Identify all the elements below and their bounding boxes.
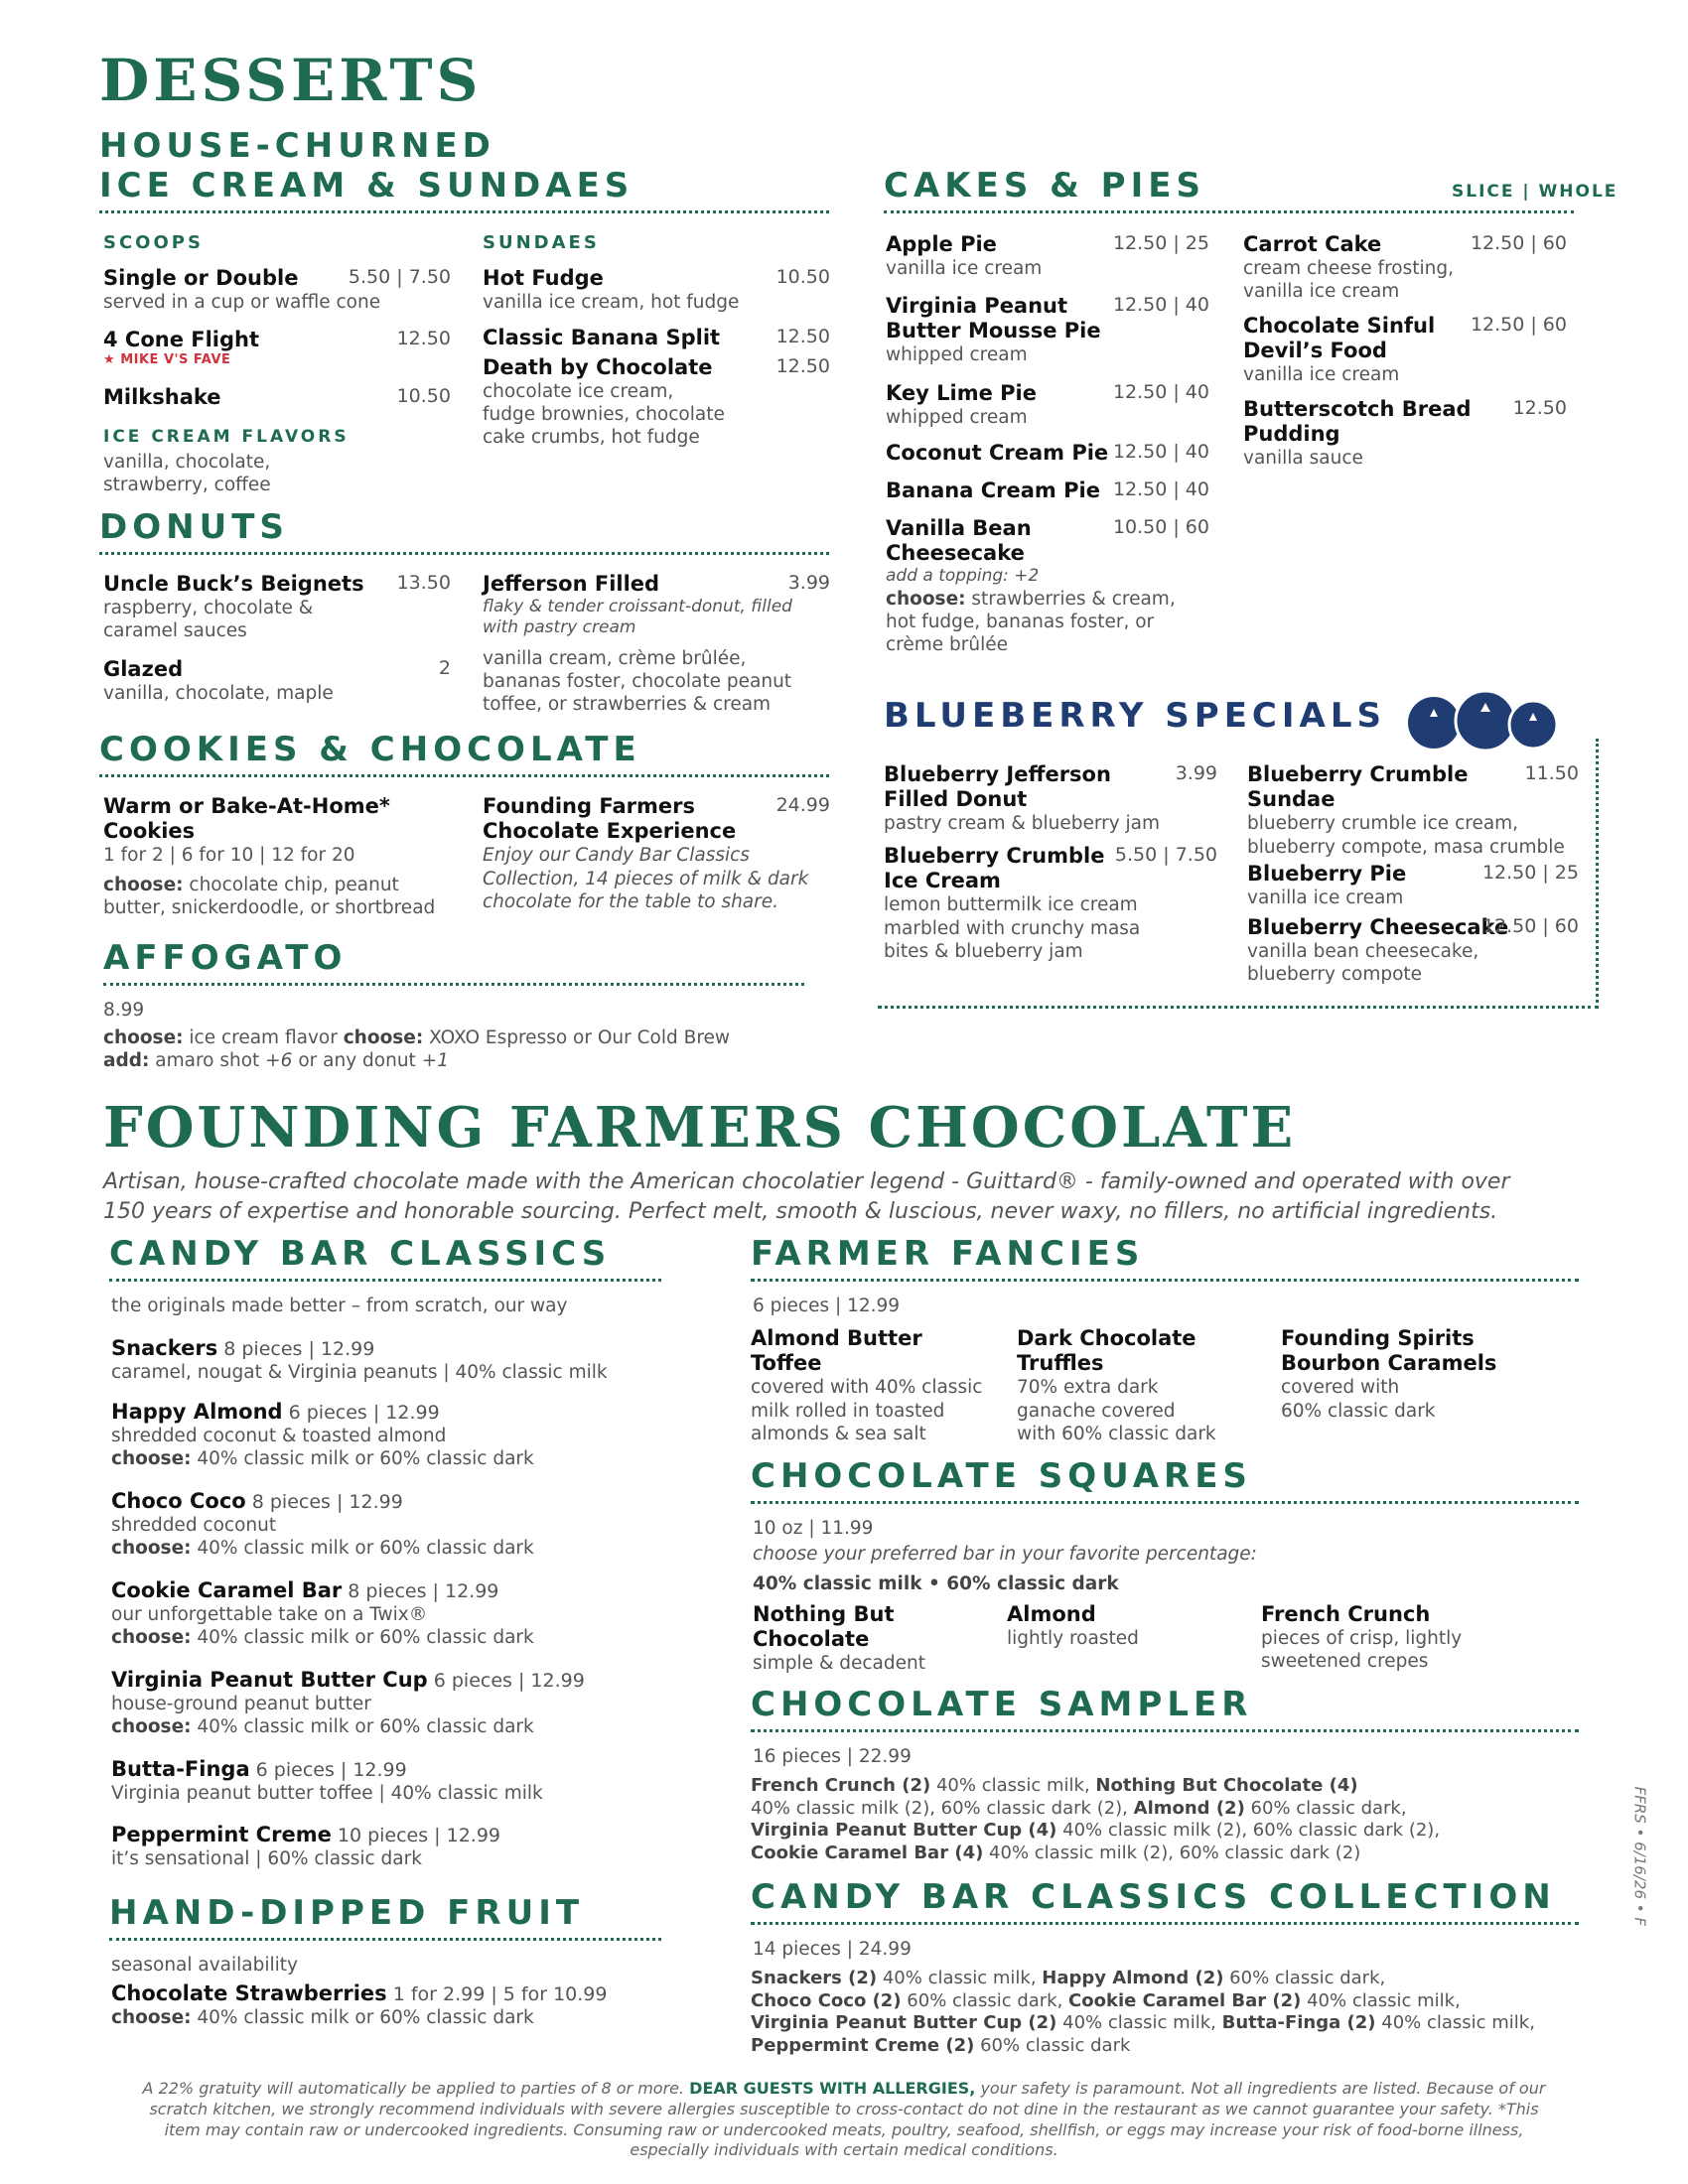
candy-item-peppermint-creme: Peppermint Creme 10 pieces | 12.99 it’s sensational | 60% classic dark [111,1823,501,1870]
collection-intro: 14 pieces | 24.99 [753,1939,912,1960]
affogato-title: AFFOGATO [103,938,348,978]
cookies-rule [99,774,829,777]
donuts-title: DONUTS [99,507,289,547]
menu-item-jefferson-filled: Jefferson Filled 3.99 flaky & tender croissant-donut, filled with pastry cream vanilla cream, crème brûlée, bananas foster, chocolate peanut toffee, or strawberries & cream [483,572,830,715]
icecream-rule [99,210,829,213]
squares-title: CHOCOLATE SQUARES [751,1456,1252,1496]
fancy-item-bourbon-caramels: Founding Spirits Bourbon Caramels covered with 60% classic dark [1281,1326,1497,1422]
collection-title: CANDY BAR CLASSICS COLLECTION [751,1877,1556,1917]
menu-item-cone-flight: 4 Cone Flight 12.50 ★ MIKE V'S FAVE [103,328,451,368]
squares-note: choose your preferred bar in your favorite percentage: [753,1544,1257,1565]
flavors-list: vanilla, chocolate, strawberry, coffee [103,452,271,496]
menu-item-glazed: Glazed 2 vanilla, chocolate, maple [103,657,451,705]
fancies-intro: 6 pieces | 12.99 [753,1296,901,1316]
collection-contents: Snackers (2) 40% classic milk, Happy Almond (2) 60% classic dark, Choco Coco (2) 60% classic dark, Cookie Caramel Bar (2) 40% classic milk, Virginia Peanut Butter Cup (2) 40% classic milk, Butta-Finga (2) 40% classic milk, Peppermint Creme (2) 60% classic dark [751,1968,1535,2056]
sampler-rule [751,1729,1579,1732]
cookies-title: COOKIES & CHOCOLATE [99,730,641,769]
fancy-item-dark-truffles: Dark Chocolate Truffles 70% extra dark ganache covered with 60% classic dark [1017,1326,1216,1444]
menu-item-banana-cream-pie: Banana Cream Pie 12.50 | 40 [886,478,1209,502]
slice-whole-label: SLICE | WHOLE [1452,182,1618,202]
sundaes-label: SUNDAES [483,232,600,253]
menu-item-beignets: Uncle Buck’s Beignets 13.50 raspberry, chocolate & caramel sauces [103,572,451,642]
fancy-item-almond-toffee: Almond Butter Toffee covered with 40% classic milk rolled in toasted almonds & sea salt [751,1326,983,1444]
candy-item-happy-almond: Happy Almond 6 pieces | 12.99 shredded coconut & toasted almond choose: 40% classic milk or 60% classic dark [111,1400,534,1470]
menu-item-key-lime-pie: Key Lime Pie 12.50 | 40 whipped cream [886,381,1209,429]
icecream-title-2: ICE CREAM & SUNDAES [99,166,634,205]
collection-rule [751,1922,1579,1925]
cakes-title: CAKES & PIES [884,166,1205,205]
squares-options: 40% classic milk • 60% classic dark [753,1573,1119,1594]
sampler-intro: 16 pieces | 22.99 [753,1746,912,1767]
menu-item-apple-pie: Apple Pie 12.50 | 25 vanilla ice cream [886,232,1209,280]
menu-item-blueberry-jefferson: Blueberry Jefferson 3.99 Filled Donut pastry cream & blueberry jam [884,762,1217,835]
square-item-nothing-but: Nothing But Chocolate simple & decadent [753,1602,925,1675]
menu-item-hot-fudge: Hot Fudge 10.50 vanilla ice cream, hot fudge [483,266,830,314]
menu-item-butterscotch-pudding: Butterscotch Bread 12.50 Pudding vanilla sauce [1243,397,1567,470]
chocolate-intro: Artisan, house-crafted chocolate made with the American chocolatier legend - Guittard® - family-owned and operated with over 150 years of expertise and honorable sourcing. Perfect melt, smooth & luscious, never waxy, no fillers, no artificial ingredients. [103,1169,1510,1224]
chocolate-title: FOUNDING FARMERS CHOCOLATE [103,1095,1297,1160]
blueberry-title: BLUEBERRY SPECIALS [884,696,1387,736]
menu-code: FFRS • 6/16/26 • F [1630,1786,1648,1926]
menu-item-banana-split: Classic Banana Split 12.50 [483,326,830,349]
squares-intro: 10 oz | 11.99 [753,1518,874,1539]
menu-item-carrot-cake: Carrot Cake 12.50 | 60 cream cheese frosting, vanilla ice cream [1243,232,1567,303]
fruit-item-strawberries: Chocolate Strawberries 1 for 2.99 | 5 for 10.99 choose: 40% classic milk or 60% classic dark [111,1981,608,2029]
fancies-title: FARMER FANCIES [751,1234,1145,1274]
menu-item-blueberry-pie: Blueberry Pie 12.50 | 25 vanilla ice cream [1247,862,1579,909]
menu-item-blueberry-sundae: Blueberry Crumble 11.50 Sundae blueberry crumble ice cream, blueberry compote, masa crumble [1247,762,1579,858]
square-item-almond: Almond lightly roasted [1007,1602,1139,1650]
menu-item-milkshake: Milkshake 10.50 [103,385,451,409]
fave-badge: ★ MIKE V'S FAVE [103,352,231,368]
candy-bar-rule [109,1279,661,1282]
scoops-label: SCOOPS [103,232,204,253]
sampler-title: CHOCOLATE SAMPLER [751,1685,1253,1724]
menu-item-death-by-chocolate: Death by Chocolate 12.50 chocolate ice cream, fudge brownies, chocolate cake crumbs, hot fudge [483,355,830,449]
menu-item-warm-cookies: Warm or Bake-At-Home* Cookies 1 for 2 | 6 for 10 | 12 for 20 choose: chocolate chip, peanut butter, snickerdoodle, or shortbread [103,794,436,918]
fruit-title: HAND-DIPPED FRUIT [109,1893,585,1933]
fruit-intro: seasonal availability [111,1955,298,1976]
fruit-rule [109,1938,661,1941]
candy-bar-intro: the originals made better – from scratch, our way [111,1296,568,1316]
fancies-rule [751,1279,1579,1282]
menu-item-virginia-peanut-pie: Virginia Peanut 12.50 | 40 Butter Mousse Pie whipped cream [886,294,1209,366]
flavors-label: ICE CREAM FLAVORS [103,427,350,447]
menu-item-blueberry-crumble-ice-cream: Blueberry Crumble 5.50 | 7.50 Ice Cream lemon buttermilk ice cream marbled with crunchy masa bites & blueberry jam [884,844,1217,962]
candy-item-peanut-butter-cup: Virginia Peanut Butter Cup 6 pieces | 12.99 house-ground peanut butter choose: 40% classic milk or 60% classic dark [111,1668,585,1738]
sampler-contents: French Crunch (2) 40% classic milk, Nothing But Chocolate (4) 40% classic milk (2), 60% classic dark (2), Almond (2) 60% classic dark, Virginia Peanut Butter Cup (4) 40% classic milk (2), 60% classic dark (2), Cookie Caramel Bar (4) 40% classic milk (2), 60% classic dark (2) [751,1775,1441,1863]
cakes-rule [884,210,1574,213]
candy-item-snackers: Snackers 8 pieces | 12.99 caramel, nougat & Virginia peanuts | 40% classic milk [111,1336,608,1384]
star-icon: ★ [103,352,116,368]
candy-item-choco-coco: Choco Coco 8 pieces | 12.99 shredded coconut choose: 40% classic milk or 60% classic dark [111,1489,534,1560]
candy-bar-title: CANDY BAR CLASSICS [109,1234,612,1274]
donuts-rule [99,552,829,555]
affogato-details: choose: ice cream flavor choose: XOXO Espresso or Our Cold Brew add: amaro shot +6 or any donut +1 [103,1027,731,1072]
affogato-rule [103,983,804,986]
menu-item-blueberry-cheesecake: Blueberry Cheesecake 12.50 | 60 vanilla bean cheesecake, blueberry compote [1247,915,1579,986]
candy-item-butta-finga: Butta-Finga 6 pieces | 12.99 Virginia peanut butter toffee | 40% classic milk [111,1757,543,1805]
menu-item-coconut-cream-pie: Coconut Cream Pie 12.50 | 40 [886,441,1209,465]
menu-item-vanilla-cheesecake: Vanilla Bean 10.50 | 60 Cheesecake add a topping: +2 choose: strawberries & cream, hot fudge, bananas foster, or crème brûlée [886,516,1209,655]
square-item-french-crunch: French Crunch pieces of crisp, lightly sweetened crepes [1261,1602,1463,1673]
allergy-disclaimer: A 22% gratuity will automatically be applied to parties of 8 or more. DEAR GUESTS WITH ALLERGIES, your safety is paramount. Not all ingredients are listed. Because of our scratch kitchen, we strongly recommend individuals with severe allergies susceptible to cross-contact do not dine in the restaurant as we cannot guarantee your safety. *This item may contain raw or undercooked ingredients. Consuming raw or undercooked meats, poultry, seafood, shellfish, or eggs may increase your risk of food-borne illness, especially individuals with certain medical conditions. [142,2079,1546,2160]
squares-rule [751,1501,1579,1504]
menu-item-chocolate-experience: Founding Farmers 24.99 Chocolate Experience Enjoy our Candy Bar Classics Collection, 14 pieces of milk & dark chocolate for the table to share. [483,794,830,912]
menu-item-devils-food: Chocolate Sinful 12.50 | 60 Devil’s Food vanilla ice cream [1243,314,1567,386]
affogato-price: 8.99 [103,1000,145,1021]
candy-item-cookie-caramel: Cookie Caramel Bar 8 pieces | 12.99 our unforgettable take on a Twix® choose: 40% classic milk or 60% classic dark [111,1578,534,1649]
icecream-title-1: HOUSE-CHURNED [99,126,495,166]
menu-item-single-double: Single or Double 5.50 | 7.50 served in a cup or waffle cone [103,266,451,314]
desserts-title: DESSERTS [99,47,483,114]
